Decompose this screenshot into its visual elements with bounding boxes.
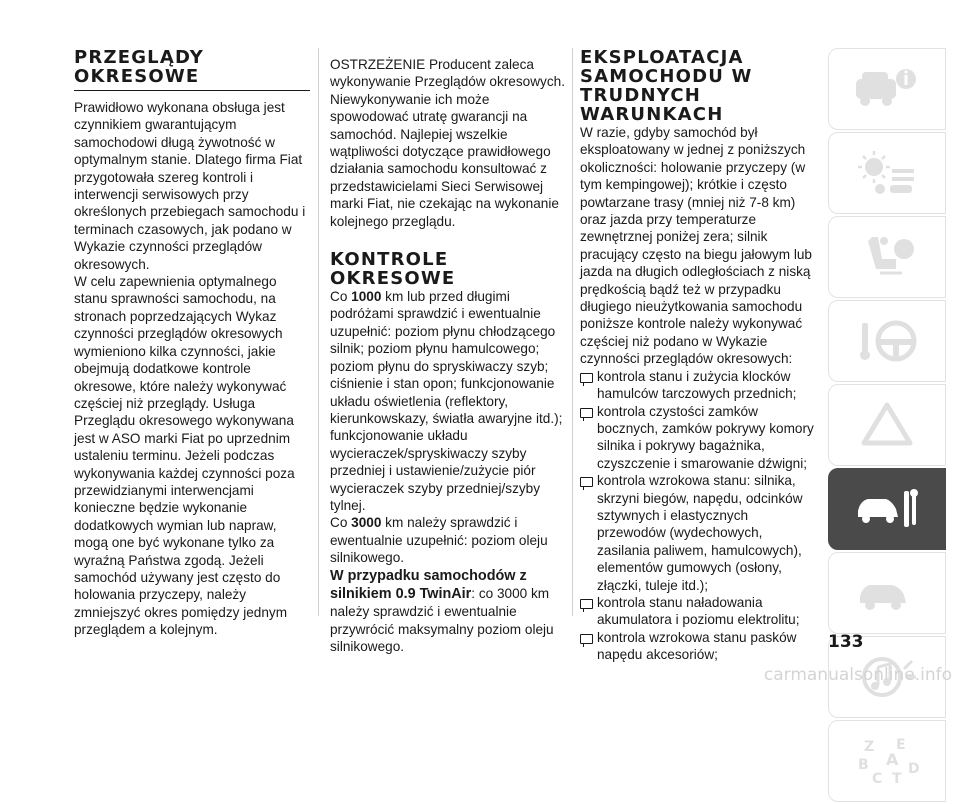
twinair-text: : co 3000 km należy sprawdzić i ewentualnie przywrócić maksymalny poziom oleju silnikowego. bbox=[330, 585, 554, 655]
list-item: kontrola czystości zamków bocznych, zamków pokrywy komory silnika i pokrywy bagażnika, czyszczenie i smarowanie dźwigni; bbox=[580, 403, 818, 473]
check-3000km bbox=[330, 514, 568, 566]
list-item: kontrola wzrokowa stanu: silnika, skrzyni biegów, napędu, odcinków sztywnych i elastycznych przewodów (wydechowych, zasilania paliwem, hamulcowych), elementów gumowych (osłony, złączki, tuleje itd.); bbox=[580, 472, 818, 594]
heading-rule bbox=[74, 90, 310, 91]
page-number: 133 bbox=[828, 632, 864, 652]
tab-maintenance[interactable] bbox=[828, 468, 946, 550]
watermark: carmanualsonline.info bbox=[763, 665, 952, 685]
svg-text:Z: Z bbox=[864, 739, 875, 755]
alphabet-index-icon bbox=[852, 733, 922, 789]
svg-text:B: B bbox=[858, 757, 869, 773]
service-icon bbox=[580, 477, 593, 487]
heading-periodic-checks: KONTROLE OKRESOWE bbox=[330, 249, 456, 290]
text-body: km lub przed długimi podróżami sprawdzić i ewentualnie uzupełnić: poziom płynu chłodzącego silnik; poziom płynu hamulcowego; poziom płynu do spryskiwaczy szyb; ciśnienie i stan opon; funkcjonowanie układu oświetlenia (reflektory, kierunkowskazy, światła awaryjne itd.); funkcjonowanie układu wycieraczek/spryskiwaczy szyby przedniej i ustawienie/zużycie piór wycieraczek szyby przedniej/szyby tylnej. bbox=[330, 289, 563, 513]
svg-text:D: D bbox=[908, 761, 920, 777]
steering-wheel-key-icon bbox=[852, 313, 922, 369]
heading-hard-conditions: EKSPLOATACJA SAMOCHODU W TRUDNYCH WARUNKACH bbox=[580, 47, 753, 125]
paragraph-2: W celu zapewnienia optymalnego stanu sprawności samochodu, na stronach poprzedzających Wykaz czynności przeglądów okresowych wymieniono kilka czynności, jakie obejmują dodatkowe kontrole okresowe, które należy wykonywać częściej niż przeglądy. Usługa Przeglądu okresowego wykonywana jest w ASO marki Fiat po uprzednim ustaleniu terminu. Jeżeli podczas wykonywania każdej czynności poza przewidzianymi interwencjami konieczne będzie wykonanie dodatkowych wymian lub napraw, mogą one być wykonane tylko za wyraźną Państwa zgodą. Jeżeli samochód używany jest często do holowania przyczepy, należy zmniejszyć okres pomiędzy jednym przeglądem a kolejnym. bbox=[74, 274, 295, 638]
service-icon bbox=[580, 373, 593, 383]
paragraph-1: Prawidłowo wykonana obsługa jest czynnikiem gwarantującym samochodowi długą żywotność w optymalnym stanie. Dlatego firma Fiat przygotowała szereg kontroli i interwencji serwisowych przy określonych przebiegach samochodu i terminach czasowych, jak podano w Wykazie czynności przeglądów okresowych. bbox=[74, 100, 306, 272]
service-icon bbox=[580, 408, 593, 418]
service-icon bbox=[580, 599, 593, 609]
car-info-icon bbox=[852, 61, 922, 117]
dashboard-lights-icon bbox=[852, 145, 922, 201]
svg-text:A: A bbox=[886, 750, 899, 769]
list-item: kontrola stanu naładowania akumulatora i poziomu elektrolitu; bbox=[580, 594, 818, 629]
km-value: 1000 bbox=[351, 289, 382, 305]
column-divider bbox=[572, 48, 573, 616]
list-item: kontrola wzrokowa stanu pasków napędu akcesoriów; bbox=[580, 629, 818, 664]
column-maintenance bbox=[74, 48, 310, 639]
warning-triangle-icon bbox=[852, 397, 922, 453]
intro-text: W razie, gdyby samochód był eksploatowany w jednej z poniższych okoliczności: holowanie przyczepy (w tym kempingowej); krótkie i często powtarzane trasy (mniej niż 7-8 km) oraz jazda przy temperaturze zewnętrznej poniżej zera; silnik pracujący często na biegu jałowym lub jazda na długich odległościach z niską prędkością bądź też w przypadku długiego nieużytkowania samochodu poniższe kontrole należy wykonywać częściej niż podano w Wykazie czynności przeglądów okresowych: bbox=[580, 125, 812, 367]
tab-technical-data[interactable] bbox=[828, 552, 946, 634]
check-1000km bbox=[330, 288, 568, 514]
service-icon bbox=[580, 634, 593, 644]
text-prefix: Co bbox=[330, 289, 352, 305]
car-service-tools-icon bbox=[852, 481, 922, 537]
heading-periodic-inspections: PRZEGLĄDY OKRESOWE bbox=[74, 47, 205, 87]
tab-car-info[interactable] bbox=[828, 48, 946, 130]
list-item: kontrola stanu i zużycia klocków hamulców tarczowych przednich; bbox=[580, 368, 818, 403]
subheading-twinair: W przypadku samochodów z silnikiem 0.9 TwinAir bbox=[330, 567, 527, 602]
tab-dashboard[interactable] bbox=[828, 132, 946, 214]
warning-text: OSTRZEŻENIE Producent zaleca wykonywanie Przeglądów okresowych. Niewykonywanie ich może spowodować utratę gwarancji na samochód. Najlepiej wszelkie wątpliwości dotyczące prawidłowego działania samochodu konsultować z przedstawicielami Sieci Serwisowej marki Fiat, nie czekając na wykonanie kolejnego przeglądu. bbox=[330, 57, 565, 229]
column-hard-conditions bbox=[580, 48, 818, 664]
text-prefix: Co bbox=[330, 515, 352, 531]
column-divider bbox=[318, 48, 319, 616]
tab-index[interactable] bbox=[828, 720, 946, 802]
column-checks bbox=[330, 56, 568, 656]
chapter-tabs bbox=[828, 48, 946, 804]
twinair-note bbox=[330, 567, 568, 656]
tab-starting-driving[interactable] bbox=[828, 300, 946, 382]
seat-airbag-icon bbox=[852, 229, 922, 285]
text-body: km należy sprawdzić i ewentualnie uzupełnić: poziom oleju silnikowego. bbox=[330, 515, 548, 566]
tab-emergency[interactable] bbox=[828, 384, 946, 466]
svg-text:E: E bbox=[896, 737, 906, 753]
km-value: 3000 bbox=[351, 515, 382, 531]
car-specs-icon bbox=[852, 565, 922, 621]
tab-safety[interactable] bbox=[828, 216, 946, 298]
svg-text:C: C bbox=[872, 771, 883, 787]
svg-text:T: T bbox=[892, 771, 902, 787]
